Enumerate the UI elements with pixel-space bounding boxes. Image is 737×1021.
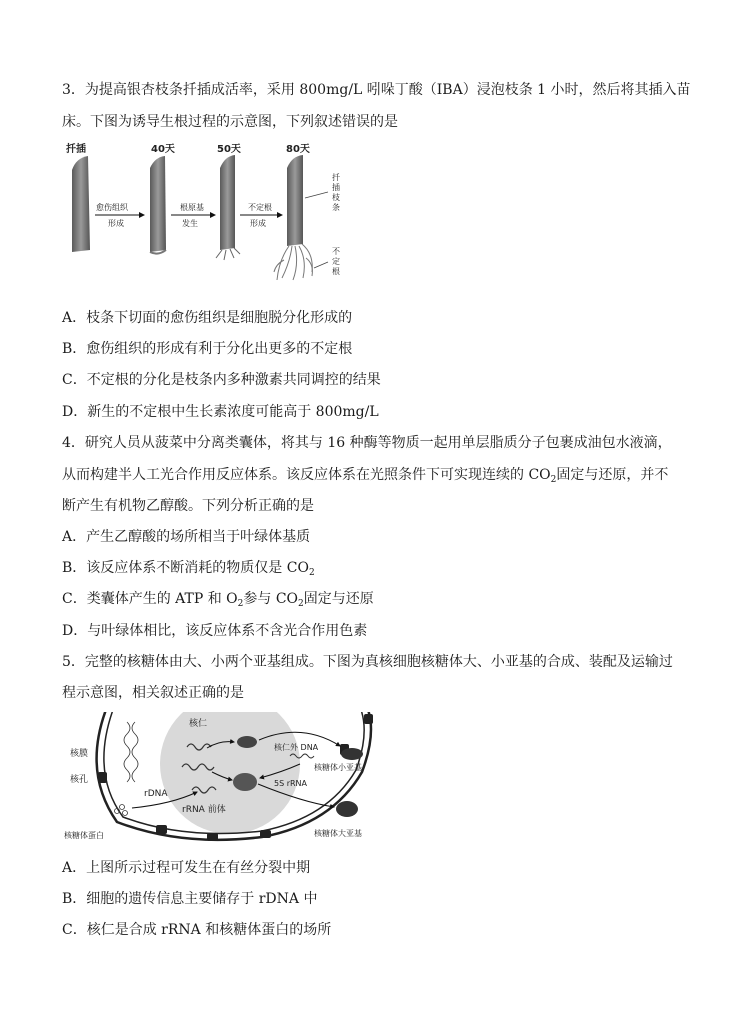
stem-40d	[150, 156, 166, 252]
label-pore: 核孔	[70, 775, 89, 785]
arrow3-bottom: 形成	[250, 219, 266, 228]
side-label-stem-4: 条	[332, 203, 340, 212]
label-rdna: rDNA	[144, 789, 168, 799]
label-nucleolus: 核仁	[189, 719, 208, 729]
q4-stem-line1: 4．研究人员从菠菜中分离类囊体，将其与 16 种酶等物质一起用单层脂质分子包裹成油包水液滴，	[62, 435, 672, 451]
label-envelope: 核膜	[70, 749, 89, 759]
q4-option-c-sub2: 2	[298, 599, 304, 609]
small-subunit-in	[237, 736, 257, 748]
q4-option-c-mid: 参与 CO	[243, 591, 299, 607]
q3-option-c: C．不定根的分化是枝条内多种激素共同调控的结果	[62, 372, 381, 388]
arrow2-top: 根原基	[180, 203, 204, 212]
q4-option-d: D．与叶绿体相比，该反应体系不含光合作用色素	[62, 623, 368, 639]
stem-50d	[220, 155, 235, 250]
arrow3-top: 不定根	[248, 203, 272, 212]
side-label-root-2: 定	[332, 257, 340, 266]
stem-cutting	[72, 156, 90, 252]
q4-option-b-text: B．该反应体系不断消耗的物质仅是 CO	[62, 560, 309, 576]
q3-option-a: A．枝条下切面的愈伤组织是细胞脱分化形成的	[62, 310, 353, 326]
label-5s-rrna: 5S rRNA	[274, 779, 308, 788]
q4-stem-line3: 断产生有机物乙醇酸。下列分析正确的是	[62, 498, 314, 514]
q4-stem-line2	[62, 466, 668, 484]
q4-option-a: A．产生乙醇酸的场所相当于叶绿体基质	[62, 529, 311, 545]
large-subunit-out	[336, 801, 358, 817]
large-subunit-in	[233, 773, 257, 791]
side-label-stem-2: 插	[332, 183, 340, 192]
label-large-subunit: 核糖体大亚基	[314, 829, 362, 838]
stage-label-80: 80天	[286, 144, 310, 155]
side-label-root-3: 根	[332, 267, 340, 276]
label-ribosomal-protein: 核糖体蛋白	[64, 831, 104, 840]
rdna-helix	[124, 722, 138, 782]
q4-option-c-pre: C．类囊体产生的 ATP 和 O	[62, 591, 238, 607]
q5-ribosome-figure	[62, 712, 407, 844]
arrow1-top: 愈伤组织	[96, 203, 128, 212]
stage-label-40: 40天	[151, 144, 175, 155]
arrow2-bottom: 发生	[182, 219, 198, 228]
q3-stem-line2: 床。下图为诱导生根过程的示意图，下列叙述错误的是	[62, 114, 398, 130]
q5-option-c: C．核仁是合成 rRNA 和核糖体蛋白的场所	[62, 922, 332, 938]
q4-option-b	[62, 559, 315, 577]
q5-option-a: A．上图所示过程可发生在有丝分裂中期	[62, 860, 311, 876]
label-small-subunit: 核糖体小亚基	[314, 763, 362, 772]
q5-stem-line1: 5．完整的核糖体由大、小两个亚基组成。下图为真核细胞核糖体大、小亚基的合成、装配及运输过	[62, 654, 673, 670]
stage-label-50: 50天	[217, 144, 241, 155]
q3-stem-line1: 3．为提高银杏枝条扦插成活率，采用 800mg/L 吲哚丁酸（IBA）浸泡枝条 1 小时，然后将其插入苗	[62, 82, 691, 98]
nuclear-pore	[98, 772, 107, 783]
q4-stem-line2-sub: 2	[550, 475, 557, 485]
q3-rooting-figure	[62, 140, 362, 290]
q5-stem-line2: 程示意图，相关叙述正确的是	[62, 685, 244, 701]
adventitious-roots	[274, 244, 312, 280]
q4-option-c	[62, 590, 374, 608]
q5-option-b: B．细胞的遗传信息主要储存于 rDNA 中	[62, 891, 318, 907]
q4-option-c-sub1: 2	[237, 599, 244, 609]
q4-stem-line2-text: 从而构建半人工光合作用反应体系。该反应体系在光照条件下可实现连续的 CO	[62, 467, 551, 483]
small-subunit-out	[341, 748, 363, 760]
q4-option-c-tail: 固定与还原	[303, 591, 374, 607]
stem-80d	[287, 155, 303, 246]
arrow1-bottom: 形成	[108, 219, 124, 228]
side-label-stem-1: 扦	[332, 173, 340, 182]
q4-stem-line2-tail: 固定与还原，并不	[556, 467, 669, 483]
label-rrna-precursor: rRNA 前体	[182, 805, 226, 815]
side-label-root-1: 不	[332, 247, 340, 256]
label-extra-dna: 核仁外 DNA	[274, 743, 319, 752]
q3-option-d: D．新生的不定根中生长素浓度可能高于 800mg/L	[62, 404, 379, 420]
side-label-stem-3: 枝	[332, 193, 340, 202]
q3-option-b: B．愈伤组织的形成有利于分化出更多的不定根	[62, 341, 353, 357]
stage-label-cutting: 扦插	[66, 144, 86, 155]
q4-option-b-sub: 2	[308, 568, 315, 578]
nucleolus	[160, 712, 300, 834]
